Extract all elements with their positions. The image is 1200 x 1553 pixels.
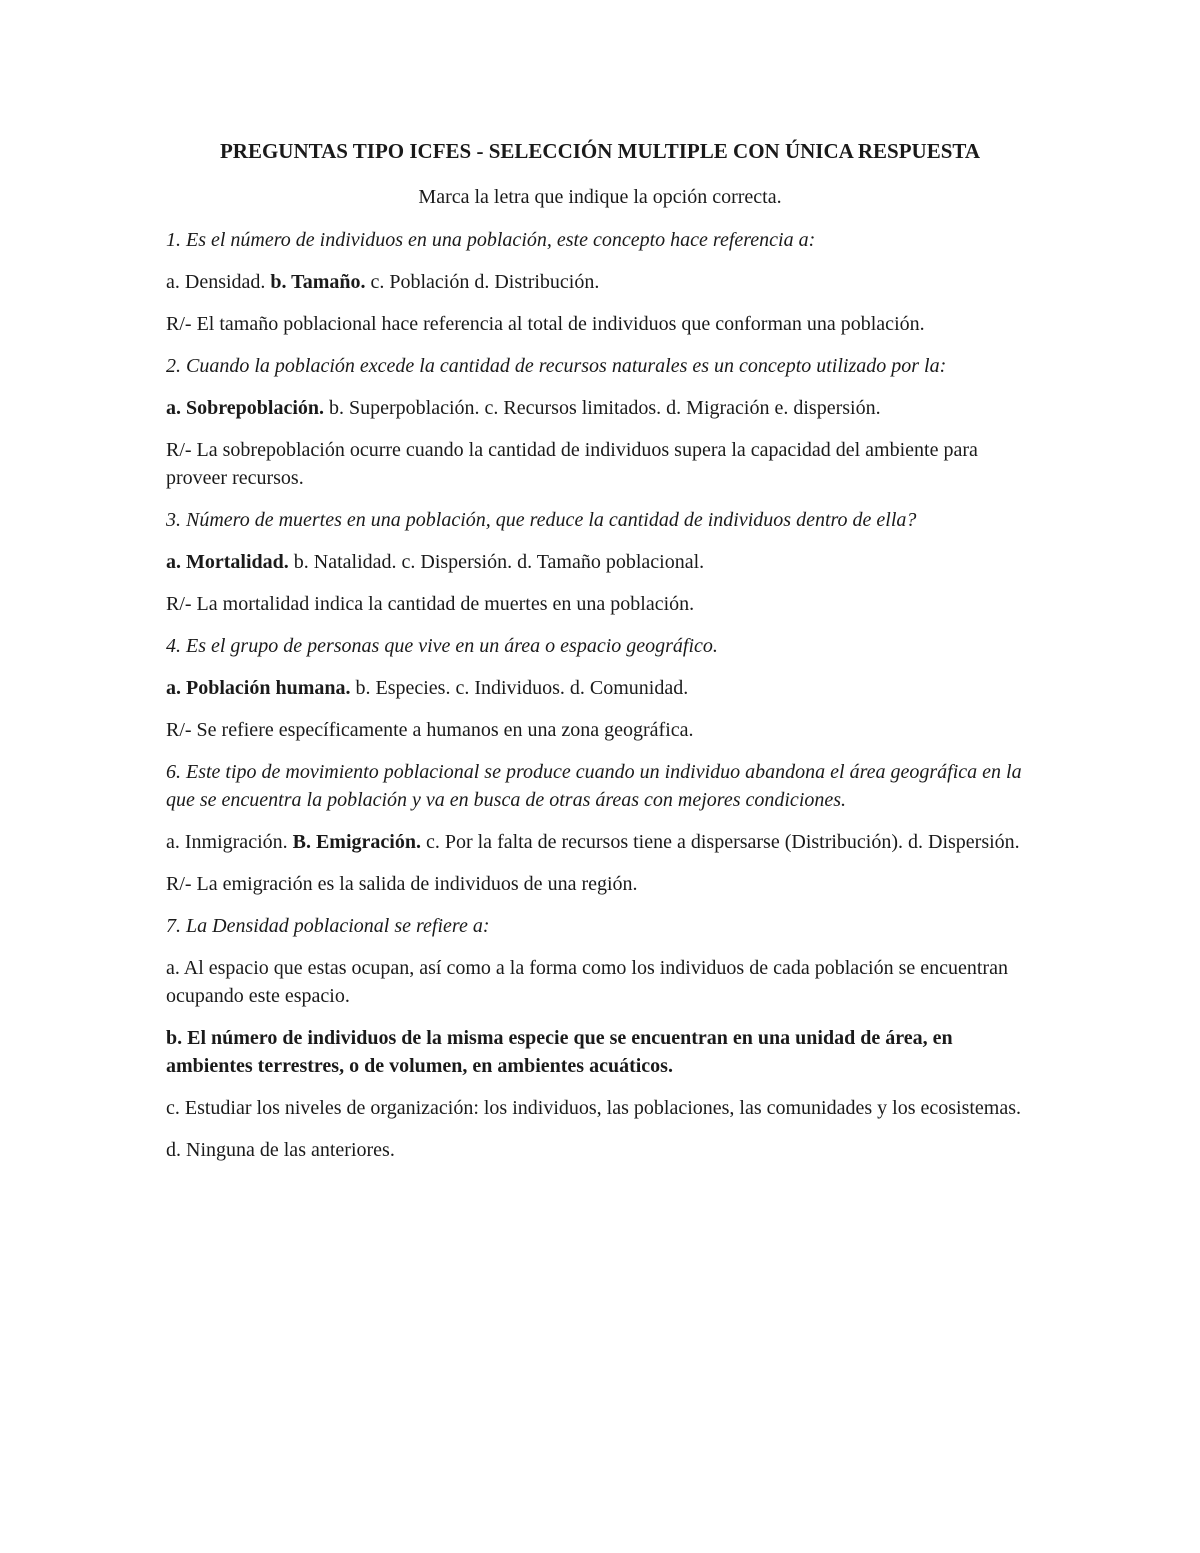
question-7-option-c: c. Estudiar los niveles de organización: los individuos, las poblaciones, las comunidades y los ecosistemas.: [166, 1097, 1022, 1120]
answer-prefix: R/-: [166, 313, 192, 336]
correct-option: B. Emigración.: [292, 831, 421, 854]
question-4: 4. Es el grupo de personas que vive en un área o espacio geográfico.: [166, 635, 718, 658]
question-2-answer: R/- La sobrepoblación ocurre cuando la cantidad de individuos supera la capacidad del ambiente para proveer recursos.: [166, 439, 978, 490]
question-3: 3. Número de muertes en una población, que reduce la cantidad de individuos dentro de ella?: [166, 509, 917, 532]
question-2: 2. Cuando la población excede la cantidad de recursos naturales es un concepto utilizado por la:: [166, 355, 947, 378]
page-title: PREGUNTAS TIPO ICFES - SELECCIÓN MULTIPLE CON ÚNICA RESPUESTA: [219, 139, 981, 163]
question-7-option-a: a. Al espacio que estas ocupan, así como a la forma como los individuos de cada población se encuentran ocupando este espacio.: [166, 957, 1008, 1008]
correct-option: a. Población humana.: [166, 677, 351, 700]
option-text: b. Especies. c. Individuos. d. Comunidad.: [350, 677, 689, 700]
question-7-option-d: d. Ninguna de las anteriores.: [166, 1139, 395, 1162]
question-4-answer: R/- Se refiere específicamente a humanos en una zona geográfica.: [166, 719, 694, 742]
question-6: 6. Este tipo de movimiento poblacional se produce cuando un individuo abandona el área geográfica en la que se encuentra la población y va en busca de otras áreas con mejores condiciones.: [166, 761, 1022, 812]
question-3-options: [166, 548, 1034, 576]
option-text: a. Inmigración.: [166, 831, 293, 854]
question-7-option-b-correct: b. El número de individuos de la misma especie que se encuentran en una unidad de área, en ambientes terrestres, o de volumen, en ambientes acuáticos.: [166, 1027, 953, 1078]
option-text: b. Superpoblación. c. Recursos limitados. d. Migración e. dispersión.: [324, 397, 881, 420]
answer-text: El tamaño poblacional hace referencia al total de individuos que conforman una población.: [191, 313, 925, 336]
option-text: c. Población d. Distribución.: [365, 271, 600, 294]
question-7: 7. La Densidad poblacional se refiere a:: [166, 915, 490, 938]
question-1: 1. Es el número de individuos en una población, este concepto hace referencia a:: [166, 229, 816, 252]
option-text: b. Natalidad. c. Dispersión. d. Tamaño poblacional.: [288, 551, 705, 574]
question-4-options: [166, 674, 1034, 702]
correct-option: b. Tamaño.: [270, 271, 366, 294]
question-1-options: [166, 268, 1034, 296]
question-3-answer: R/- La mortalidad indica la cantidad de muertes en una población.: [166, 593, 695, 616]
correct-option: a. Mortalidad.: [166, 551, 289, 574]
instruction-text: Marca la letra que indique la opción correcta.: [418, 186, 782, 209]
document-page: [166, 138, 1034, 1178]
question-2-options: [166, 394, 1034, 422]
option-text: a. Densidad.: [166, 271, 271, 294]
question-1-answer: [166, 310, 1034, 338]
correct-option: a. Sobrepoblación.: [166, 397, 324, 420]
question-6-answer: R/- La emigración es la salida de individuos de una región.: [166, 873, 638, 896]
option-text: c. Por la falta de recursos tiene a dispersarse (Distribución). d. Dispersión.: [420, 831, 1020, 854]
question-6-options: [166, 828, 1034, 856]
